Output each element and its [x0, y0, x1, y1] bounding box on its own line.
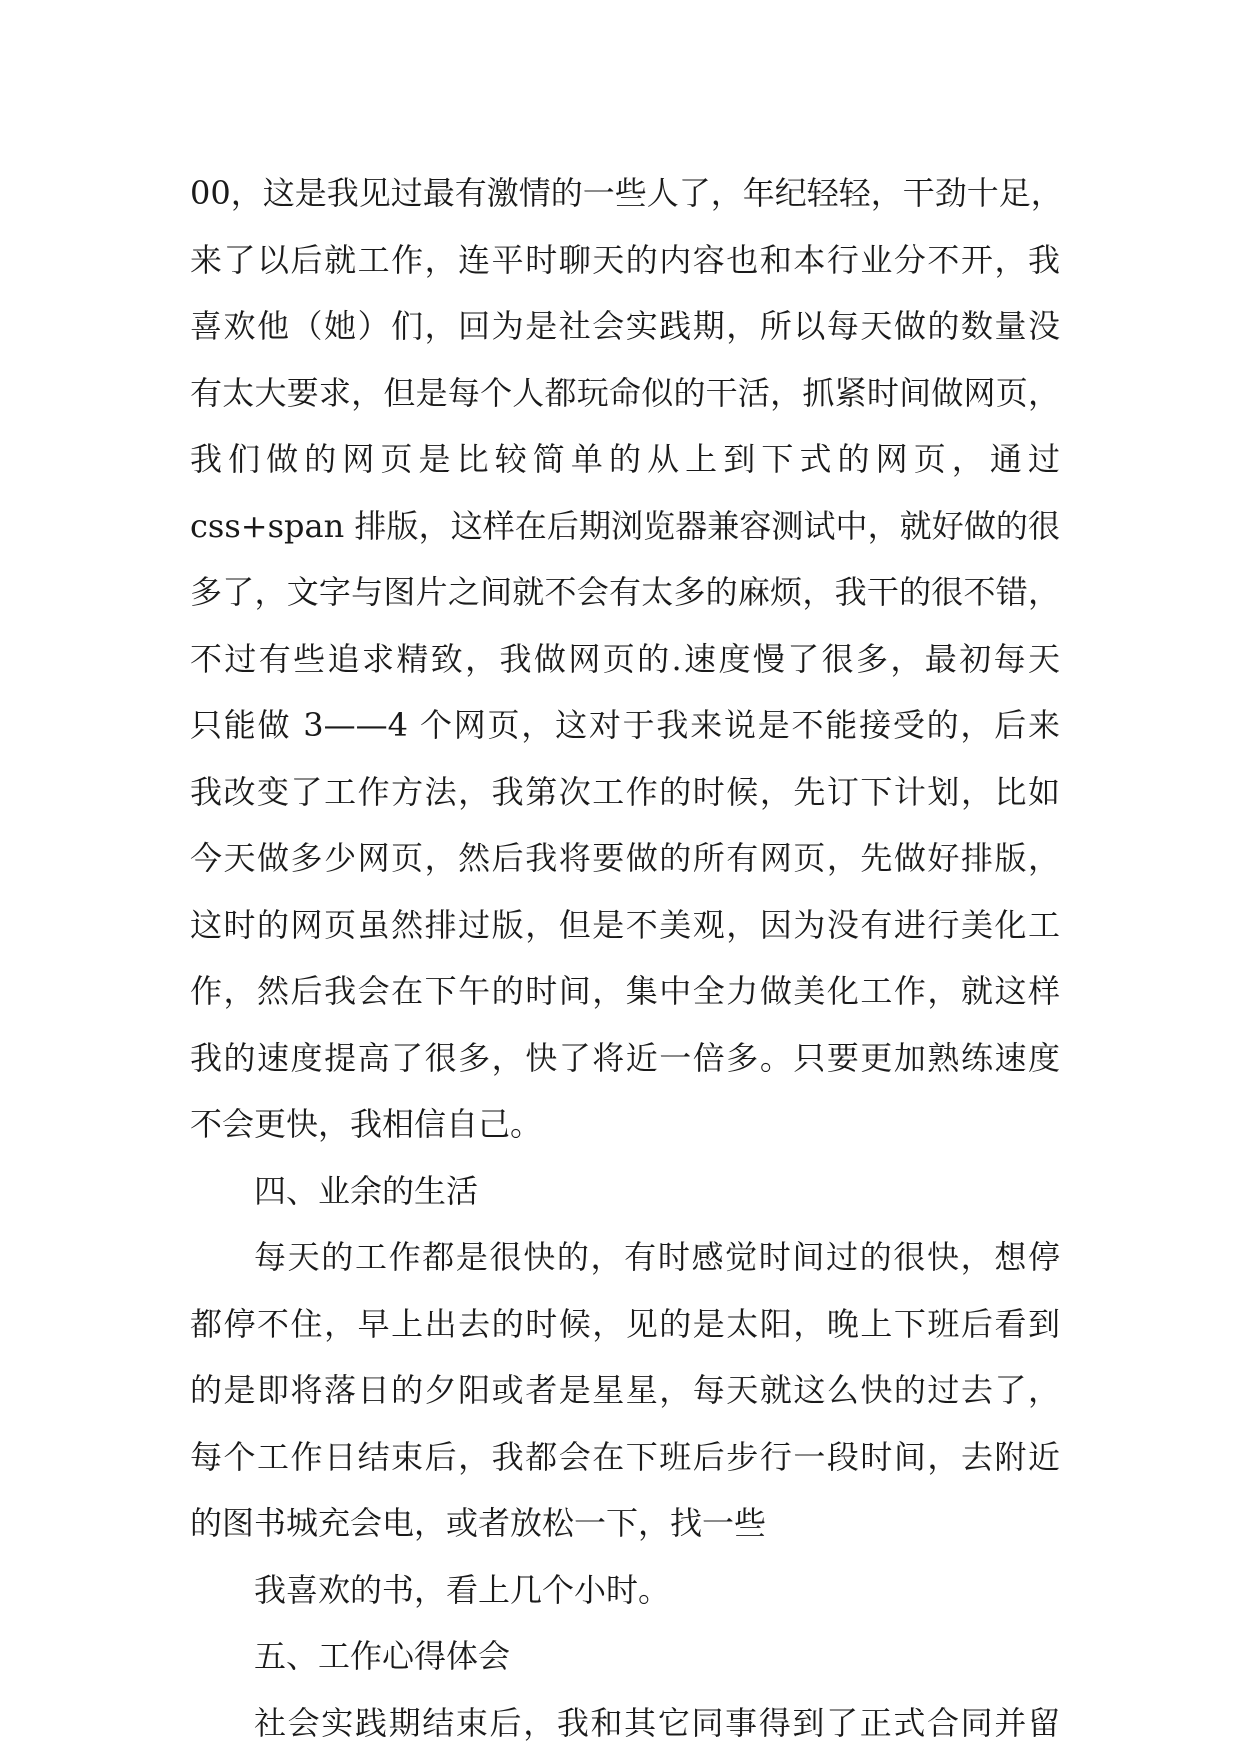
text-line: 都停不住，早上出去的时候，见的是太阳，晚上下班后看到	[190, 1291, 1060, 1358]
text-line: 不会更快，我相信自己。	[190, 1091, 1060, 1158]
body-text	[190, 160, 1060, 1756]
text-line: 这时的网页虽然排过版，但是不美观，因为没有进行美化工	[190, 892, 1060, 959]
text-line: 的是即将落日的夕阳或者是星星，每天就这么快的过去了，	[190, 1357, 1060, 1424]
text-line: 的图书城充会电，或者放松一下，找一些	[190, 1490, 1060, 1557]
text-line: css+span 排版，这样在后期浏览器兼容测试中，就好做的很	[190, 493, 1060, 560]
text-line: 我们做的网页是比较简单的从上到下式的网页，通过	[190, 426, 1060, 493]
text-line: 00，这是我见过最有激情的一些人了，年纪轻轻，干劲十足，	[190, 160, 1060, 227]
text-line: 作，然后我会在下午的时间，集中全力做美化工作，就这样	[190, 958, 1060, 1025]
section-heading: 四、业余的生活	[190, 1158, 1060, 1225]
text-line: 社会实践期结束后，我和其它同事得到了正式合同并留	[190, 1690, 1060, 1756]
text-line: 不过有些追求精致，我做网页的.速度慢了很多，最初每天	[190, 626, 1060, 693]
text-line: 我的速度提高了很多，快了将近一倍多。只要更加熟练速度	[190, 1025, 1060, 1092]
text-line: 有太大要求，但是每个人都玩命似的干活，抓紧时间做网页，	[190, 360, 1060, 427]
text-line: 多了，文字与图片之间就不会有太多的麻烦，我干的很不错，	[190, 559, 1060, 626]
text-line: 我喜欢的书，看上几个小时。	[190, 1557, 1060, 1624]
text-line: 今天做多少网页，然后我将要做的所有网页，先做好排版，	[190, 825, 1060, 892]
text-line: 来了以后就工作，连平时聊天的内容也和本行业分不开，我	[190, 227, 1060, 294]
text-line: 每天的工作都是很快的，有时感觉时间过的很快，想停	[190, 1224, 1060, 1291]
text-line: 我改变了工作方法，我第次工作的时候，先订下计划，比如	[190, 759, 1060, 826]
section-heading: 五、工作心得体会	[190, 1623, 1060, 1690]
text-line: 喜欢他（她）们，回为是社会实践期，所以每天做的数量没	[190, 293, 1060, 360]
text-line: 只能做 3——4 个网页，这对于我来说是不能接受的，后来	[190, 692, 1060, 759]
text-line: 每个工作日结束后，我都会在下班后步行一段时间，去附近	[190, 1424, 1060, 1491]
